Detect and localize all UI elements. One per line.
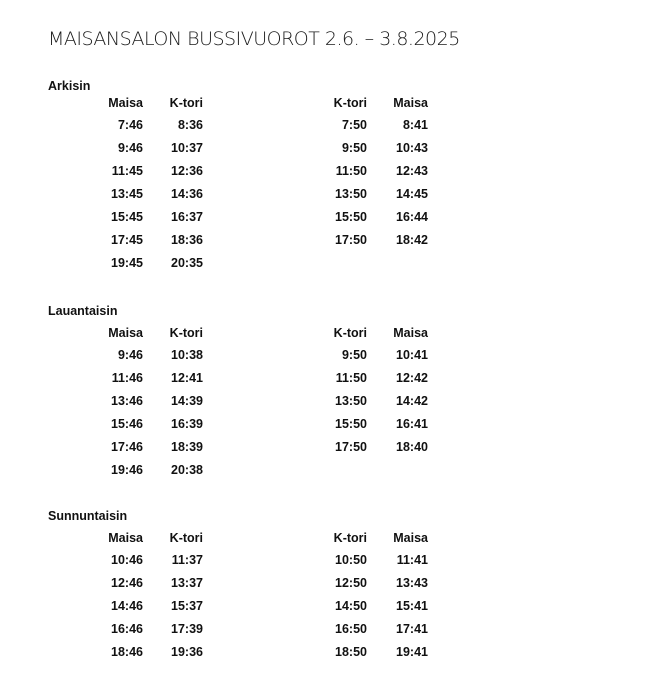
departure-time: 14:39 xyxy=(171,394,203,408)
column-header-maisa-arrival: Maisa xyxy=(393,96,428,110)
departure-time: 12:42 xyxy=(396,371,428,385)
departure-time: 18:46 xyxy=(111,645,143,659)
times-column-left-maisa xyxy=(83,549,143,664)
departure-time: 9:46 xyxy=(117,141,143,155)
departure-time: 16:41 xyxy=(396,417,428,431)
column-header-ktori-departure: K-tori xyxy=(333,326,367,340)
departure-time: 17:50 xyxy=(335,233,367,247)
departure-time: 11:37 xyxy=(171,553,203,567)
departure-time: 12:50 xyxy=(335,576,367,590)
departure-time: 15:41 xyxy=(396,599,428,613)
departure-time: 14:45 xyxy=(396,187,428,201)
departure-time: 18:36 xyxy=(171,233,203,247)
departure-time: 14:46 xyxy=(111,599,143,613)
departure-time: 13:43 xyxy=(396,576,428,590)
departure-time: 17:46 xyxy=(111,440,143,454)
column-header-ktori-arrival: K-tori xyxy=(169,96,203,110)
departure-time: 10:38 xyxy=(171,348,203,362)
departure-time: 15:50 xyxy=(335,417,367,431)
departure-time: 15:45 xyxy=(111,210,143,224)
departure-time: 8:36 xyxy=(177,118,203,132)
departure-time: 14:36 xyxy=(171,187,203,201)
column-header-maisa-arrival: Maisa xyxy=(393,326,428,340)
departure-time: 11:41 xyxy=(396,553,428,567)
departure-time: 10:37 xyxy=(171,141,203,155)
departure-time: 11:45 xyxy=(111,164,143,178)
departure-time: 19:46 xyxy=(111,463,143,477)
times-column-left-maisa xyxy=(83,114,143,275)
page-title: MAISANSALON BUSSIVUOROT 2.6. – 3.8.2025 xyxy=(48,28,460,50)
times-column-right-maisa xyxy=(368,114,428,252)
column-header-ktori-arrival: K-tori xyxy=(169,531,203,545)
times-column-right-ktori xyxy=(307,344,367,459)
departure-time: 16:50 xyxy=(335,622,367,636)
departure-time: 12:41 xyxy=(171,371,203,385)
departure-time: 15:37 xyxy=(171,599,203,613)
column-header-maisa-departure: Maisa xyxy=(108,326,143,340)
departure-time: 9:50 xyxy=(341,348,367,362)
times-column-right-maisa xyxy=(368,344,428,459)
departure-time: 20:38 xyxy=(171,463,203,477)
departure-time: 16:37 xyxy=(171,210,203,224)
times-column-left-ktori xyxy=(143,549,203,664)
departure-time: 15:46 xyxy=(111,417,143,431)
departure-time: 18:42 xyxy=(396,233,428,247)
departure-time: 11:50 xyxy=(335,371,367,385)
times-column-left-maisa xyxy=(83,344,143,482)
departure-time: 13:50 xyxy=(335,187,367,201)
times-column-right-ktori xyxy=(307,549,367,664)
times-column-left-ktori xyxy=(143,114,203,275)
column-header-maisa-departure: Maisa xyxy=(108,96,143,110)
departure-time: 9:50 xyxy=(341,141,367,155)
departure-time: 14:50 xyxy=(335,599,367,613)
departure-time: 12:36 xyxy=(171,164,203,178)
departure-time: 20:35 xyxy=(171,256,203,270)
departure-time: 16:39 xyxy=(171,417,203,431)
departure-time: 7:50 xyxy=(341,118,367,132)
departure-time: 18:50 xyxy=(335,645,367,659)
departure-time: 8:41 xyxy=(402,118,428,132)
departure-time: 16:46 xyxy=(111,622,143,636)
departure-time: 18:40 xyxy=(396,440,428,454)
departure-time: 10:43 xyxy=(396,141,428,155)
section-title: Lauantaisin xyxy=(48,304,118,318)
departure-time: 12:46 xyxy=(111,576,143,590)
departure-time: 11:46 xyxy=(111,371,143,385)
departure-time: 9:46 xyxy=(117,348,143,362)
column-header-ktori-departure: K-tori xyxy=(333,531,367,545)
times-column-right-maisa xyxy=(368,549,428,664)
departure-time: 17:45 xyxy=(111,233,143,247)
departure-time: 17:50 xyxy=(335,440,367,454)
departure-time: 13:45 xyxy=(111,187,143,201)
column-header-maisa-arrival: Maisa xyxy=(393,531,428,545)
column-header-ktori-arrival: K-tori xyxy=(169,326,203,340)
departure-time: 10:46 xyxy=(111,553,143,567)
departure-time: 19:36 xyxy=(171,645,203,659)
times-column-left-ktori xyxy=(143,344,203,482)
section-title: Sunnuntaisin xyxy=(48,509,128,523)
departure-time: 11:50 xyxy=(335,164,367,178)
departure-time: 13:46 xyxy=(111,394,143,408)
times-column-right-ktori xyxy=(307,114,367,252)
departure-time: 19:41 xyxy=(396,645,428,659)
departure-time: 18:39 xyxy=(171,440,203,454)
section-title: Arkisin xyxy=(48,79,91,93)
departure-time: 16:44 xyxy=(396,210,428,224)
departure-time: 14:42 xyxy=(396,394,428,408)
departure-time: 17:39 xyxy=(171,622,203,636)
departure-time: 17:41 xyxy=(396,622,428,636)
departure-time: 10:41 xyxy=(396,348,428,362)
column-header-ktori-departure: K-tori xyxy=(333,96,367,110)
departure-time: 13:50 xyxy=(335,394,367,408)
departure-time: 19:45 xyxy=(111,256,143,270)
departure-time: 15:50 xyxy=(335,210,367,224)
column-header-maisa-departure: Maisa xyxy=(108,531,143,545)
departure-time: 7:46 xyxy=(117,118,143,132)
departure-time: 12:43 xyxy=(396,164,428,178)
departure-time: 13:37 xyxy=(171,576,203,590)
departure-time: 10:50 xyxy=(335,553,367,567)
